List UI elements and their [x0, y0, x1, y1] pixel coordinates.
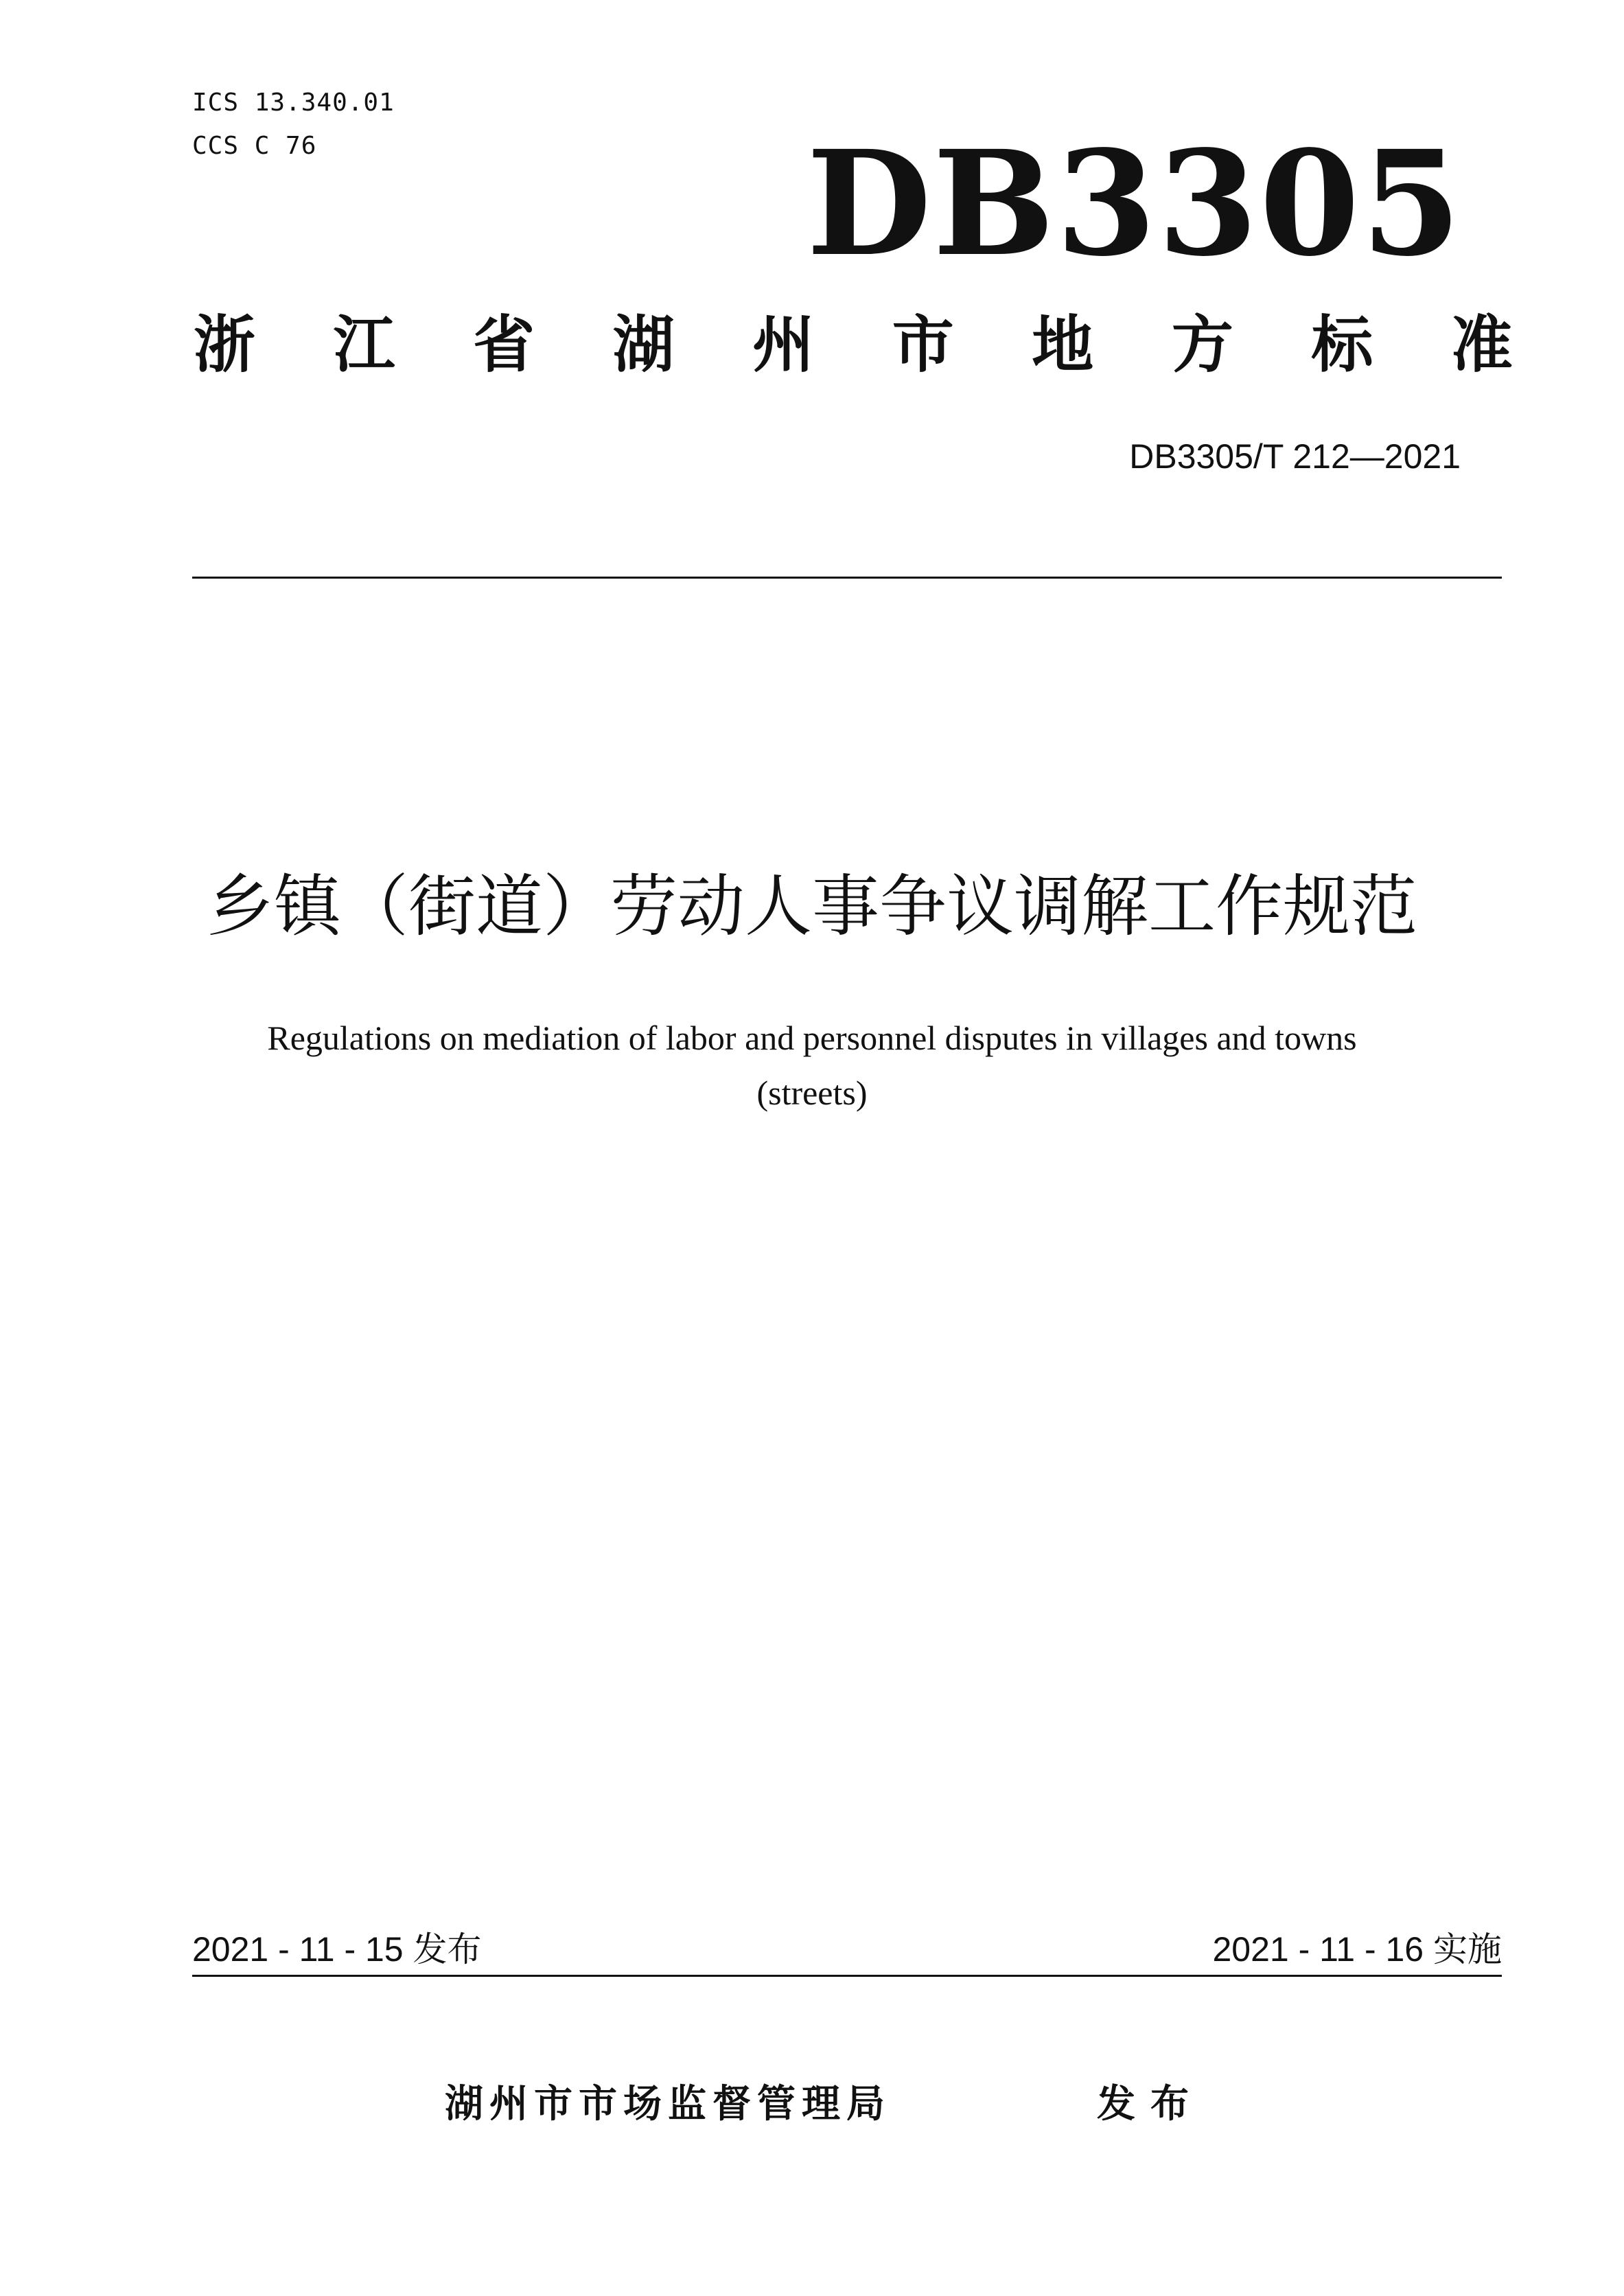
ccs-code: CCS C 76	[192, 132, 317, 160]
chinese-title: 乡镇（街道）劳动人事争议调解工作规范	[206, 868, 1417, 946]
footer-divider	[192, 1975, 1502, 1977]
implementation-date: 2021 - 11 - 16 实施	[1212, 1930, 1502, 1969]
issue-action: 发布	[1097, 2082, 1204, 2126]
standard-type-char: 标	[1311, 309, 1373, 381]
issue-date: 2021 - 11 - 15 发布	[192, 1930, 482, 1969]
standard-type-char: 准	[1450, 309, 1513, 381]
english-title-line: Regulations on mediation of labor and personnel disputes in villages and towns	[267, 1019, 1357, 1057]
header-divider	[192, 577, 1502, 579]
english-title	[158, 1010, 1466, 1120]
ics-code: ICS 13.340.01	[192, 89, 395, 117]
standard-type-char: 地	[1032, 309, 1094, 381]
standard-mark: DB3305	[806, 119, 1463, 288]
classification-codes	[192, 81, 395, 167]
standard-type-heading	[194, 309, 1513, 381]
standard-number: DB3305/T 212—2021	[1129, 437, 1461, 476]
standard-type-char: 湖	[612, 309, 675, 381]
issuing-authority: 湖州市市场监督管理局	[445, 2082, 891, 2126]
standard-type-char: 州	[752, 309, 815, 381]
standard-type-char: 浙	[194, 309, 255, 381]
standard-type-char: 江	[333, 309, 395, 381]
standard-type-char: 省	[473, 309, 535, 381]
english-title-line: (streets)	[756, 1074, 868, 1112]
standard-type-char: 市	[892, 309, 954, 381]
standard-type-char: 方	[1171, 309, 1233, 381]
